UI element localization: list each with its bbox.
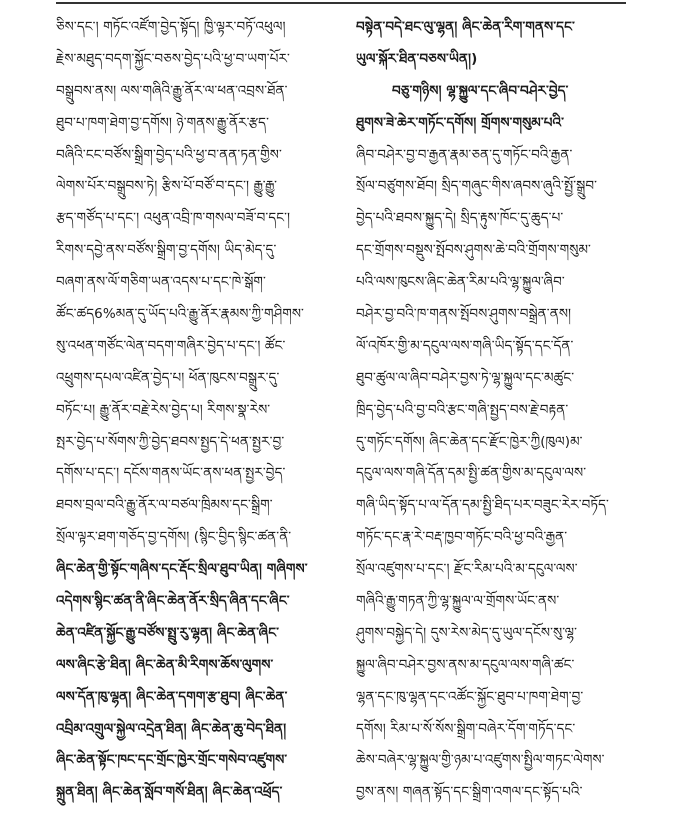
text-line: ཡུལ་སྐོར་ཐིན་བཅས་ཡིན།) (356, 50, 478, 67)
text-line: དང་གྲོགས་བསྡུས་སྤོབས་ཤུགས་ཆེ་བའི་གྲོགས་གསུམ་ (356, 242, 591, 259)
text-line: ཆེས་བཞེར་ལྷ་སྐྱུལ་གྱི་ཉམ་པ་འཛུགས་སྤྱིལ་གཏང་ལེགས་ (356, 752, 605, 769)
text-line: འབྲིམ་འགྲུལ་སྐྱེལ་འདྲེན་ཐིན། ཞིང་ཆེན་ཆུ་བེད་ཐིན། (56, 720, 287, 737)
text-line: གཏོང་དང་རྣ་རེ་བརྡ་ཁྱབ་གཏོང་བའི་ཕྱ་བའི་རྒྱན་ (356, 529, 568, 546)
text-line: ཅིས་དང་། གཏོང་འཛོག་བྱེད་སྟོད། ཁྱི་ལྟར་བཏོ་འཕུལ། (56, 19, 286, 35)
text-line: ཞིང་ཆེན་གྱི་སྟོང་གཞིས་དང་རྡོང་སྲིལ་ཐུབ་ཡིན། གཞིགས་ (56, 561, 308, 578)
text-line: ཆེན་འཛིན་སྐྱོང་རྒྱུ་བཙོས་སྤྲུ་རུ་ལྷན། ཞིང་ཆེན་ཞིང་ (56, 624, 280, 641)
text-line: ཐབས་བྲལ་བའི་རྒྱུ་ནོར་ལ་བཙལ་ཁྲིམས་དང་སྒྲིག་ (56, 497, 273, 514)
text-line: ཐུབ་ཚུལ་ལ་ཞིབ་བཤེར་བྱས་ཏེ་ལྷ་སྐྱུལ་དང་མཚུང་ (356, 369, 575, 386)
text-line: དགོས། རིམ་པ་སོ་སོས་སྒྲིག་བཞེར་དོག་གཏོད་དང་ (356, 720, 576, 737)
top-rule (56, 2, 626, 4)
text-line: ལེགས་པོར་བསྒྲུབས་ཏེ། རྩིས་པོ་བཙོ་བ་དང་། རྒྱུ་རྒྱུ་ (56, 178, 278, 195)
text-line: ཞིབ་བཤེར་བྱ་བ་རྒྱན་རྣམ་ཅན་དུ་གཏོང་བའི་རྒྱན་ (356, 146, 573, 163)
text-line: དགོས་པ་དང་། དངོས་གནས་ཡོང་ནས་ཕན་སྤྱར་བྱེད་ (56, 465, 286, 482)
text-line: རིགས་དབྱེ་ནས་བཙོས་སྒྲིག་བྱ་དགོས། ཡིད་མེད་དུ་ (56, 242, 277, 259)
text-line: སྐྱུལ་ཞིབ་བཤེར་བྱས་ནས་མ་དངུལ་ལས་གཞི་ཚང་ (356, 656, 575, 673)
text-line: ཐུབ་པ་ཁག་ཐེག་བྱ་དགོས། ཉེ་གནས་རྒྱུ་ནོར་རྩད་ (56, 114, 270, 131)
text-line: ལས་དོན་ཁུ་ལྷན། ཞིང་ཆེན་དགག་རྩ་ཐུབ། ཞིང་ཆེན་ (56, 688, 288, 705)
text-line: དངུལ་ལས་གཞི་དོན་དམ་སྤྱི་ཚན་གྱིས་མ་དངུལ་ལས་ (356, 465, 587, 482)
text-line: རྩད་གཙོད་པ་དང་། འཕུན་འབྲི་ཁ་གསལ་བཟོ་བ་དང་། (56, 210, 291, 227)
text-line: འཕྲུགས་དཔལ་འཛིན་བྱེད་པ། ཕོན་ཁུངས་བསྒྲུར་དུ་ (56, 369, 280, 386)
left-text-column (56, 12, 326, 809)
text-line: སྤར་བྱེད་པ་སོགས་ཀྱི་བྱེད་ཐབས་སྤྱད་དེ་ཕན་སྤྱར་བྱ་ (56, 433, 285, 450)
text-line: ཐུགས་ཟེ་ཆེར་གཏོང་དགོས། གྲོགས་གསུམ་པའི་ (356, 114, 565, 131)
text-line: གཞིའི་རྒྱུ་གཏན་ཀྱི་ལྷ་སྐྱུལ་ལ་གྲོགས་ཡོང་ནས་ (356, 593, 560, 610)
text-line: སྲོལ་འཛུགས་པ་དང་། རྫོང་རིམ་པའི་མ་དངུལ་ལས་ (356, 561, 578, 578)
text-line: རྗེས་མཐུད་བདག་སྐྱོང་བཅས་བྱེད་པའི་ཕྱ་བ་ཡག་པོར་ (56, 50, 290, 67)
text-line: ལོ་འཁོར་གྱི་མ་དངུལ་ལས་གཞི་ཡིད་སྟོད་དང་དོན་ (356, 337, 574, 354)
text-line: སྐྲུན་ཐིན། ཞིང་ཆེན་སློབ་གསོ་ཐིན། ཞིང་ཆེན་འཕྲོད་ (56, 784, 283, 801)
text-line: ཁྲིད་བྱེད་པའི་བྱ་བའི་རྩང་གཞི་སྤྱད་བས་རྗེ་བརྟན་ (356, 401, 569, 418)
text-line: བཞག་ནས་ལོ་གཅིག་ཡན་འདས་པ་དང་ཁེ་སྒོག་ (56, 274, 266, 291)
text-line: ཤུགས་བསྐྱེད་དེ། དུས་རེས་མེད་དུ་ཡུལ་དངོས་སུ་ལྷ་ (356, 624, 578, 641)
text-line: བཤེར་བྱ་བའི་ཁ་གནས་སྤོབས་ཤུགས་བསྒྲེན་ནས། (356, 306, 572, 323)
text-line: བསྒྲུབས་ནས། ལས་གཞིའི་རྒྱུ་ནོར་ལ་ཕན་འབྲས་ཐོན་ (56, 82, 288, 99)
text-line: ལྷན་དང་ཁུ་ལྷན་དང་འཚོང་སྐྱོང་ཐུབ་པ་ཁག་ཐེག་བྱ་ (356, 688, 584, 705)
text-line: བཞིའི་ངང་བཙོས་སྒྲིག་བྱེད་པའི་ཕྱ་བ་ནན་ཏན་གྱིས་ (56, 146, 282, 163)
text-line: བཅུ་གཉིས། ལྷ་སྐྱུལ་དང་ཞིབ་བཤེར་བྱེད་ (392, 82, 569, 99)
text-line: འདེགས་སྙིང་ཚན་ནི་ཞིང་ཆེན་ནོར་སྲིད་ཞིན་དང་ཞིང་ (56, 593, 290, 610)
right-text-column (356, 12, 628, 809)
text-line: བསྟེན་བདེ་ཐང་ལུ་ལྷན། ཞིང་ཆེན་རིག་གནས་དང་ (356, 19, 575, 35)
text-line: སྲོལ་ལྟར་ཐག་གཅོད་བྱ་དགོས། (སྙིང་བྱིད་སྙིང་ཚན་ནི་ (56, 529, 292, 546)
text-line: སུ་འཕན་གཙོང་ལེན་བདག་གཞིར་བྱེད་པ་དང་། ཚོང་ (56, 337, 286, 354)
text-line: ཚོང་ཚད6%མན་དུ་ཡོད་པའི་རྒྱུ་ནོར་རྣམས་ཀྱི་གཤིགས་ (56, 306, 304, 323)
text-line: པའི་ལས་ཁུངས་ཞིང་ཆེན་རིམ་པའི་ལྷ་སྐྱུལ་ཞིབ་ (356, 274, 565, 291)
text-line: དུ་གཏོང་དགོས། ཞིང་ཆེན་དང་རྫོང་ཁྱེར་ཀྱི(ཁུལ)མ་ (356, 433, 583, 450)
text-line: ཞིང་ཆེན་སྟོང་ཁང་དང་གྲོང་ཁྱེར་གྲོང་གསེབ་འཛུགས་ (56, 752, 288, 769)
text-line: བྱེད་པའི་ཐབས་སྐྱུད་དེ། སྲིད་རྟུས་ཁོང་དུ་ཆུད་པ་ (356, 210, 564, 227)
text-line: བཏོང་པ། རྒྱུ་ནོར་བརྗེ་རེས་བྱེད་པ། རིགས་སྣ་རེས་ (56, 401, 271, 418)
text-line: བྱས་ནས། གཞན་སྟོད་དང་སྒྲིག་འགལ་དང་སྟོད་པའི་ (356, 784, 583, 801)
text-line: སྲོལ་བཙུགས་ཐོབ། སྲིད་གཞུང་གིས་ཞབས་ཞུའི་སྤྱོ་སྒྲུབ་ (356, 178, 598, 195)
text-line: ལས་ཞིང་རྩེ་ཐིན། ཞིང་ཆེན་མི་རིགས་ཆོས་ལུགས་ (56, 656, 274, 673)
text-line: གཞི་ཡིད་སྟོད་པ་ལ་དོན་དམ་སྤྱི་ཐིད་པར་བཟུང་རེར་བཏོད་ (356, 497, 609, 514)
